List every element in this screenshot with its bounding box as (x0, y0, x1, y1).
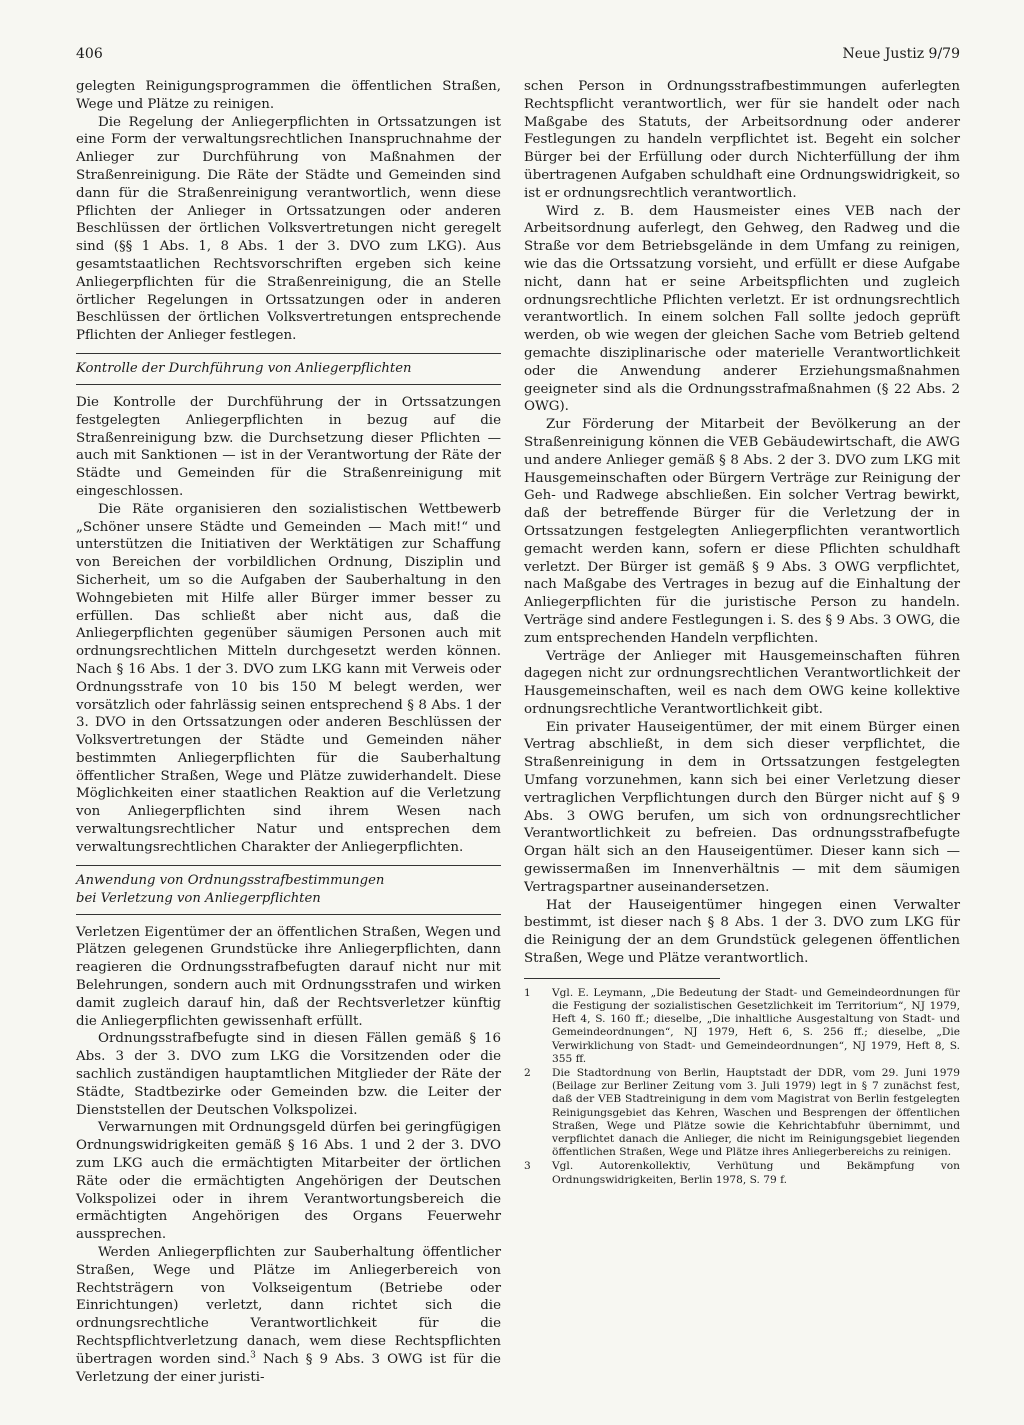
footnote (524, 987, 960, 1066)
footnote (524, 1067, 960, 1159)
footnote-number: 3 (524, 1160, 531, 1173)
footnote-text: Vgl. E. Leymann, „Die Bedeutung der Stadt- und Gemeindeordnungen für die Festigung der sozialistischen Gesetzlichkeit im Territorium“, NJ 1979, Heft 4, S. 160 ff.; dieselbe, „Die inhaltliche Ausgestaltung von Stadt- und Gemeindeordnungen“, NJ 1979, Heft 6, S. 256 ff.; dieselbe, „Die Verwirklichung von Stadt- und Gemeindeordnungen“, NJ 1979, Heft 8, S. 355 ff. (552, 986, 960, 1065)
footnote-text: Die Stadtordnung von Berlin, Hauptstadt der DDR, vom 29. Juni 1979 (Beilage zur Berliner Zeitung vom 3. Juli 1979) legt in § 7 zunächst fest, daß der VEB Stadtreinigung in dem vom Magistrat von Berlin festgelegten Reinigungsgebiet das Kehren, Waschen und Besprengen der öffentlichen Straßen, Wege und Plätze sowie die Kehrichtabfuhr übernimmt, und verpflichtet danach die Anlieger, die nicht im Reinigungsgebiet liegenden öffentlichen Straßen, Wege und Plätze ihres Anliegerbereichs zu reinigen. (552, 1067, 960, 1159)
section-heading (76, 865, 501, 915)
footnote-number: 2 (524, 1067, 531, 1080)
section-heading-line: Anwendung von Ordnungsstrafbestimmungen (76, 872, 385, 888)
paragraph: Verwarnungen mit Ordnungsgeld dürfen bei geringfügigen Ordnungswidrigkeiten gemäß § 16 Abs. 1 und 2 der 3. DVO zum LKG auch die ermächtigten Mitarbeiter der örtlichen Räte oder die ermächtigten Angehörigen der Deutschen Volkspolizei oder in ihrem Verantwortungsbereich die ermächtigten Angehörigen des Organs Feuerwehr aussprechen. (76, 1120, 501, 1243)
paragraph: Ein privater Hauseigentümer, der mit einem Bürger einen Vertrag abschließt, in dem sich dieser verpflichtet, die Straßenreinigung in dem in Ortssatzungen festgelegten Umfang vorzunehmen, kann sich bei einer Verletzung dieser vertraglichen Verpflichtungen durch den Bürger nicht auf § 9 Abs. 3 OWG berufen, um sich von ordnungsrechtlicher Verantwortlichkeit zu befreien. Das ordnungsstrafbefugte Organ hält sich an den Hauseigentümer. Dieser kann sich — gewissermaßen im Innenverhältnis — mit dem säumigen Vertragspartner auseinandersetzen. (524, 719, 960, 895)
section-heading-text: Kontrolle der Durchführung von Anliegerpflichten (76, 360, 412, 376)
footnote-divider (524, 978, 720, 979)
journal-issue: Neue Justiz 9/79 (842, 46, 960, 62)
footnote (524, 1160, 960, 1186)
footnote-text: Vgl. Autorenkollektiv, Verhütung und Bekämpfung von Ordnungswidrigkeiten, Berlin 1978, S. 79 f. (552, 1160, 960, 1186)
paragraph: Die Regelung der Anliegerpflichten in Ortssatzungen ist eine Form der verwaltungsrechtlichen Inanspruchnahme der Anlieger zur Durchführung von Maßnahmen der Straßenreinigung. Die Räte der Städte und Gemeinden sind dann für die Straßenreinigung verantwortlich, wenn diese Pflichten der Anlieger in Ortssatzungen oder anderen Beschlüssen der örtlichen Volksvertretungen nicht geregelt sind (§§ 1 Abs. 1, 8 Abs. 1 der 3. DVO zum LKG). Aus gesamtstaatlichen Rechtsvorschriften ergeben sich keine Anliegerpflichten für die Straßenreinigung, die an Stelle örtlicher Regelungen in Ortssatzungen oder in anderen Beschlüssen der örtlichen Volksvertretungen entsprechende Pflichten der Anlieger festlegen. (76, 114, 501, 344)
footnote-number: 1 (524, 986, 531, 999)
page-number: 406 (76, 46, 103, 62)
paragraph: Verträge der Anlieger mit Hausgemeinschaften führen dagegen nicht zur ordnungsrechtlichen Verantwortlichkeit der Hausgemeinschaften, weil es nach dem OWG keine kollektive ordnungsrechtliche Verantwortlichkeit gibt. (524, 648, 960, 717)
paragraph: gelegten Reinigungsprogrammen die öffentlichen Straßen, Wege und Plätze zu reinigen. (76, 79, 501, 112)
paragraph (76, 1244, 501, 1386)
paragraph: Die Kontrolle der Durchführung der in Ortssatzungen festgelegten Anliegerpflichten in bezug auf die Straßenreinigung bzw. die Durchsetzung dieser Pflichten — auch mit Sanktionen — ist in der Verantwortung der Räte der Städte und Gemeinden für die Straßenreinigung mit eingeschlossen. (76, 394, 501, 499)
paragraph: schen Person in Ordnungsstrafbestimmungen auferlegten Rechtspflicht verantwortlich, wer für sie handelt oder nach Maßgabe des Statuts, der Arbeitsordnung oder anderer Festlegungen zu handeln verpflichtet ist. Begeht ein solcher Bürger bei der Erfüllung oder durch Nichterfüllung der ihm übertragenen Aufgaben schuldhaft eine Ordnungswidrigkeit, so ist er ordnungsrechtlich verantwortlich. (524, 79, 960, 201)
paragraph-text: Nach § 9 Abs. 3 OWG ist für die Verletzung der einer juristi- (76, 1351, 501, 1385)
paragraph: Hat der Hauseigentümer hingegen einen Verwalter bestimmt, ist dieser nach § 8 Abs. 1 der 3. DVO zum LKG für die Reinigung der an dem Grundstück gelegenen öffentlichen Straßen, Wege und Plätze verantwortlich. (524, 897, 960, 967)
section-heading-line: bei Verletzung von Anliegerpflichten (76, 890, 321, 906)
right-column (524, 78, 960, 1188)
paragraph: Ordnungsstrafbefugte sind in diesen Fällen gemäß § 16 Abs. 3 der 3. DVO zum LKG die Vorsitzenden oder die sachlich zuständigen hauptamtlichen Mitglieder der Räte der Städte, Stadtbezirke oder Gemeinden bzw. die Leiter der Dienststellen der Deutschen Volkspolizei. (76, 1031, 501, 1118)
section-heading (76, 353, 501, 385)
paragraph: Verletzen Eigentümer der an öffentlichen Straßen, Wegen und Plätzen gelegenen Grundstücke ihre Anliegerpflichten, dann reagieren die Ordnungsstrafbefugten darauf nicht nur mit Belehrungen, sondern auch mit Ordnungsstrafen und wirken damit zugleich darauf hin, daß der Rechtsverletzer künftig die Anliegerpflichten gewissenhaft erfüllt. (76, 924, 501, 1029)
page-header (76, 46, 960, 72)
paragraph-text: Werden Anliegerpflichten zur Sauberhaltung öffentlicher Straßen, Wege und Plätze im Anliegerbereich von Rechtsträgern von Volkseigentum (Betriebe oder Einrichtungen) verletzt, dann richtet sich die ordnungsrechtliche Verantwortlichkeit für die Rechtspflichtverletzung danach, wem diese Rechtspflichten übertragen worden sind. (76, 1245, 501, 1367)
paragraph: Zur Förderung der Mitarbeit der Bevölkerung an der Straßenreinigung können die VEB Gebäudewirtschaft, die AWG und andere Anlieger gemäß § 8 Abs. 2 der 3. DVO zum LKG mit Hausgemeinschaften oder Bürgern Verträge zur Reinigung der Geh- und Radwege abschließen. Ein solcher Vertrag bewirkt, daß der betreffende Bürger für die Verletzung der in Ortssatzungen festgelegten Anliegerpflichten verantwortlich gemacht werden kann, sofern er diese Pflichten schuldhaft verletzt. Der Bürger ist gemäß § 9 Abs. 3 OWG verpflichtet, nach Maßgabe des Vertrages in bezug auf die Einhaltung der Anliegerpflichten für die juristische Person zu handeln. Verträge sind andere Festlegungen i. S. des § 9 Abs. 3 OWG, die zum entsprechenden Handeln verpflichten. (524, 417, 960, 646)
paragraph: Die Räte organisieren den sozialistischen Wettbewerb „Schöner unsere Städte und Gemeinden — Mach mit!“ und unterstützen die Initiativen der Werktätigen zur Schaffung von Bereichen der vorbildlichen Ordnung, Disziplin und Sicherheit, um so die Aufgaben der Sauberhaltung in den Wohngebieten mit Hilfe aller Bürger immer besser zu erfüllen. Das schließt aber nicht aus, daß die Anliegerpflichten gegenüber säumigen Personen auch mit ordnungsrechtlichen Mitteln durchgesetzt werden können. Nach § 16 Abs. 1 der 3. DVO zum LKG kann mit Verweis oder Ordnungsstrafe von 10 bis 150 M belegt werden, wer vorsätzlich oder fahrlässig seinen entsprechend § 8 Abs. 1 der 3. DVO in den Ortssatzungen oder anderen Beschlüssen der Volksvertretungen der Städte und Gemeinden näher bestimmten Anliegerpflichten für die Sauberhaltung öffentlicher Straßen, Wege und Plätze zuwiderhandelt. Diese Möglichkeiten einer staatlichen Reaktion auf die Verletzung von Anliegerpflichten sind ihrem Wesen nach verwaltungsrechtlicher Natur und entsprechen dem verwaltungsrechtlichen Charakter der Anliegerpflichten. (76, 501, 501, 855)
footnote-ref: 3 (250, 1350, 256, 1361)
left-column (76, 78, 501, 1386)
paragraph: Wird z. B. dem Hausmeister eines VEB nach der Arbeitsordnung auferlegt, den Gehweg, den Radweg und die Straße vor dem Betriebsgelände in dem Umfang zu reinigen, wie das die Ortssatzung vorsieht, und erfüllt er diese Aufgabe nicht, dann hat er seine Arbeitspflichten und zugleich ordnungsrechtliche Pflichten verletzt. Er ist ordnungsrechtlich verantwortlich. In einem solchen Fall sollte jedoch geprüft werden, ob wie wegen der gleichen Sache vom Betrieb geltend gemachte disziplinarische oder materielle Verantwortlichkeit oder die Anwendung anderer Erziehungsmaßnahmen geeigneter sind als die Ordnungsstrafmaßnahmen (§ 22 Abs. 2 OWG). (524, 203, 960, 415)
